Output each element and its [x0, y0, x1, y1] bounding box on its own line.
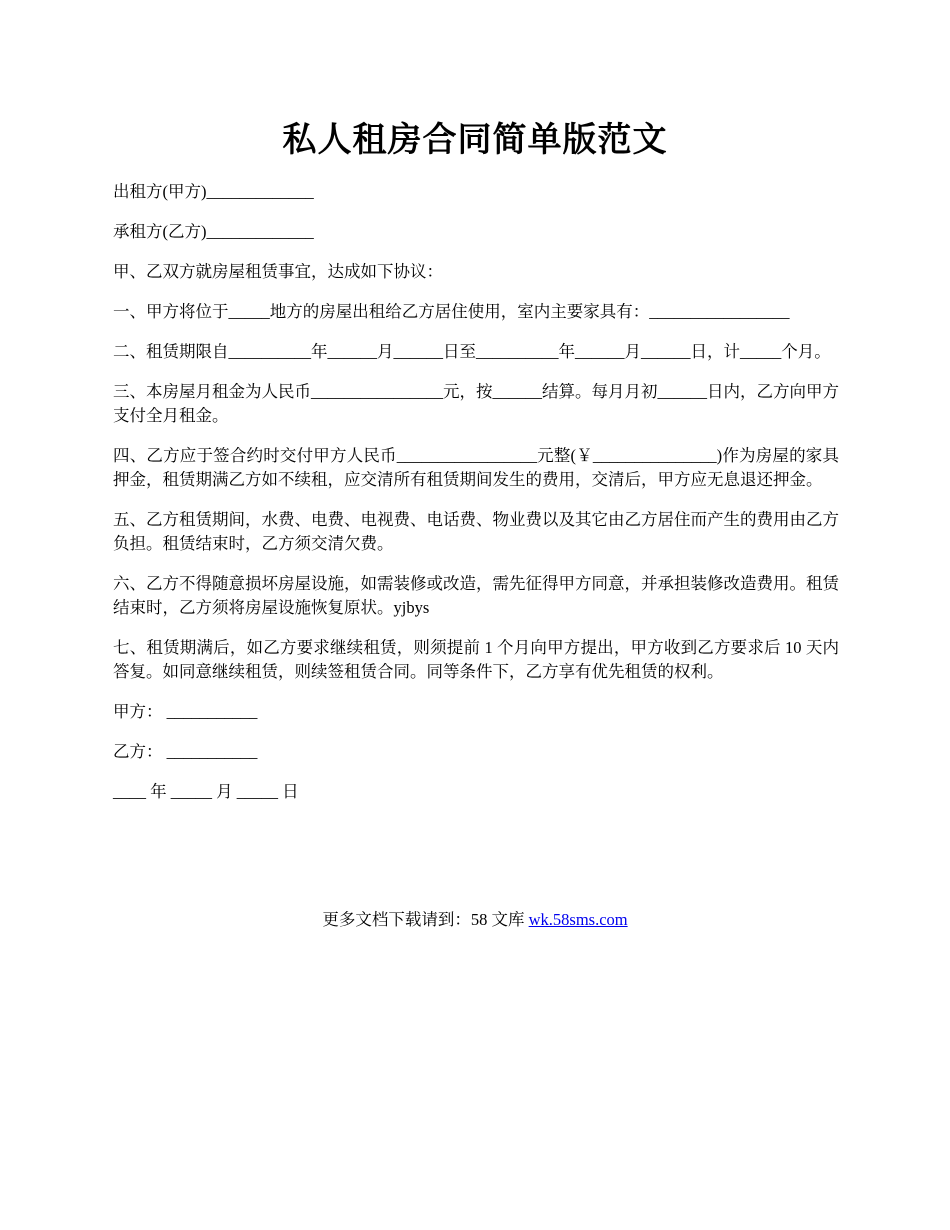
footer-link[interactable]: wk.58sms.com [528, 910, 628, 929]
clause-5: 五、乙方租赁期间，水费、电费、电视费、电话费、物业费以及其它由乙方居住而产生的费用由乙方负担。租赁结束时，乙方须交清欠费。 [113, 510, 839, 553]
lessor-line: 出租方(甲方)_____________ [113, 182, 314, 201]
document-body [113, 180, 839, 820]
party-b-signature: 乙方： ___________ [113, 742, 258, 761]
document-title: 私人租房合同简单版范文 [282, 122, 668, 159]
clause-1: 一、甲方将位于_____地方的房屋出租给乙方居住使用，室内主要家具有：_________________ [113, 302, 790, 321]
clause-4: 四、乙方应于签合约时交付甲方人民币_________________元整(￥_______________)作为房屋的家具押金，租赁期满乙方如不续租，应交清所有租赁期间发生的费用，交清后，甲方应无息退还押金。 [113, 446, 839, 489]
lessee-line: 承租方(乙方)_____________ [113, 222, 314, 241]
download-footer [0, 908, 950, 932]
clause-2: 二、租赁期限自__________年______月______日至__________年______月______日，计_____个月。 [113, 342, 831, 361]
signing-date: ____ 年 _____ 月 _____ 日 [113, 782, 299, 801]
clause-3: 三、本房屋月租金为人民币________________元，按______结算。每月月初______日内，乙方向甲方支付全月租金。 [113, 382, 839, 425]
footer-text: 更多文档下载请到：58 文库 [322, 910, 529, 929]
party-a-signature: 甲方： ___________ [113, 702, 258, 721]
clause-6: 六、乙方不得随意损坏房屋设施，如需装修或改造，需先征得甲方同意，并承担装修改造费用。租赁结束时，乙方须将房屋设施恢复原状。yjbys [113, 574, 839, 617]
agreement-intro: 甲、乙双方就房屋租赁事宜，达成如下协议： [113, 262, 443, 281]
clause-7: 七、租赁期满后，如乙方要求继续租赁，则须提前 1 个月向甲方提出，甲方收到乙方要求后 10 天内答复。如同意继续租赁，则续签租赁合同。同等条件下，乙方享有优先租赁的权利。 [113, 638, 839, 681]
